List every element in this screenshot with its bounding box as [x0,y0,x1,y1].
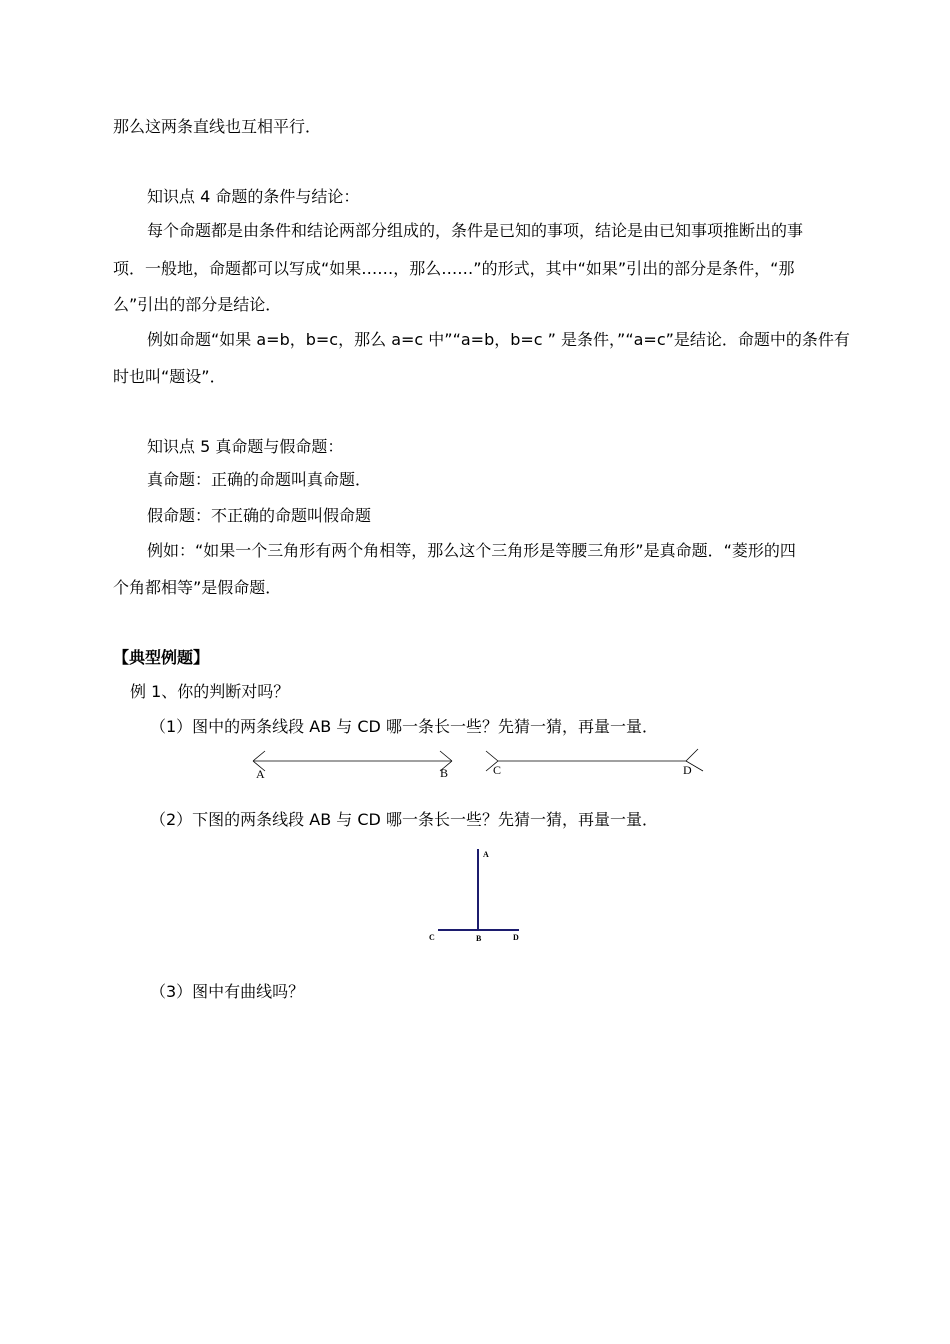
true-proposition-definition: 真命题：正确的命题叫真命题． [147,470,372,489]
label-d: D [683,763,692,777]
arrow-b-lower [440,761,452,771]
kp4-line: 项．一般地，命题都可以写成“如果……，那么……”的形式，其中“如果”引出的部分是条件，“那 [113,259,795,278]
fin-c-upper [486,751,498,761]
label-a: A [483,850,489,859]
label-d: D [513,933,519,942]
kp5-heading: 知识点 5 真命题与假命题： [147,437,344,456]
kp4-line: 每个命题都是由条件和结论两部分组成的，条件是已知的事项，结论是由已知事项推断出的事 [147,221,804,240]
kp4-line: 时也叫“题设”． [113,367,226,386]
label-b: B [476,934,482,943]
fin-d-upper [686,749,698,761]
label-c: C [429,933,435,942]
fin-c-lower [486,761,498,771]
arrow-a-upper [253,751,265,761]
arrow-b-upper [440,751,452,761]
false-proposition-definition: 假命题：不正确的命题叫假命题 [147,506,372,525]
fin-d-lower [686,761,703,771]
question-3: （3）图中有曲线吗？ [150,982,305,1001]
kp5-example: 例如：“如果一个三角形有两个角相等，那么这个三角形是等腰三角形”是真命题．“菱形的四 [147,541,796,560]
arrow-a-lower [253,761,265,771]
paragraph-text: 那么这两条直线也互相平行． [113,117,322,136]
kp4-heading: 知识点 4 命题的条件与结论： [147,187,360,206]
label-b: B [440,766,449,780]
example-title: 例 1、你的判断对吗？ [130,682,290,701]
kp5-example: 个角都相等”是假命题． [113,578,282,597]
kp4-line: 么”引出的部分是结论． [113,295,282,314]
label-c: C [493,763,502,777]
question-1: （1）图中的两条线段 AB 与 CD 哪一条长一些？先猜一猜，再量一量． [150,717,658,736]
label-a: A [256,767,265,781]
kp4-line: 例如命题“如果 a=b，b=c，那么 a=c 中”“a=b，b=c ” 是条件，”“a=c”是结论．命题中的条件有 [147,330,850,349]
question-2: （2）下图的两条线段 AB 与 CD 哪一条长一些？先猜一猜，再量一量． [150,810,658,829]
section-title: 【典型例题】 [113,648,210,667]
